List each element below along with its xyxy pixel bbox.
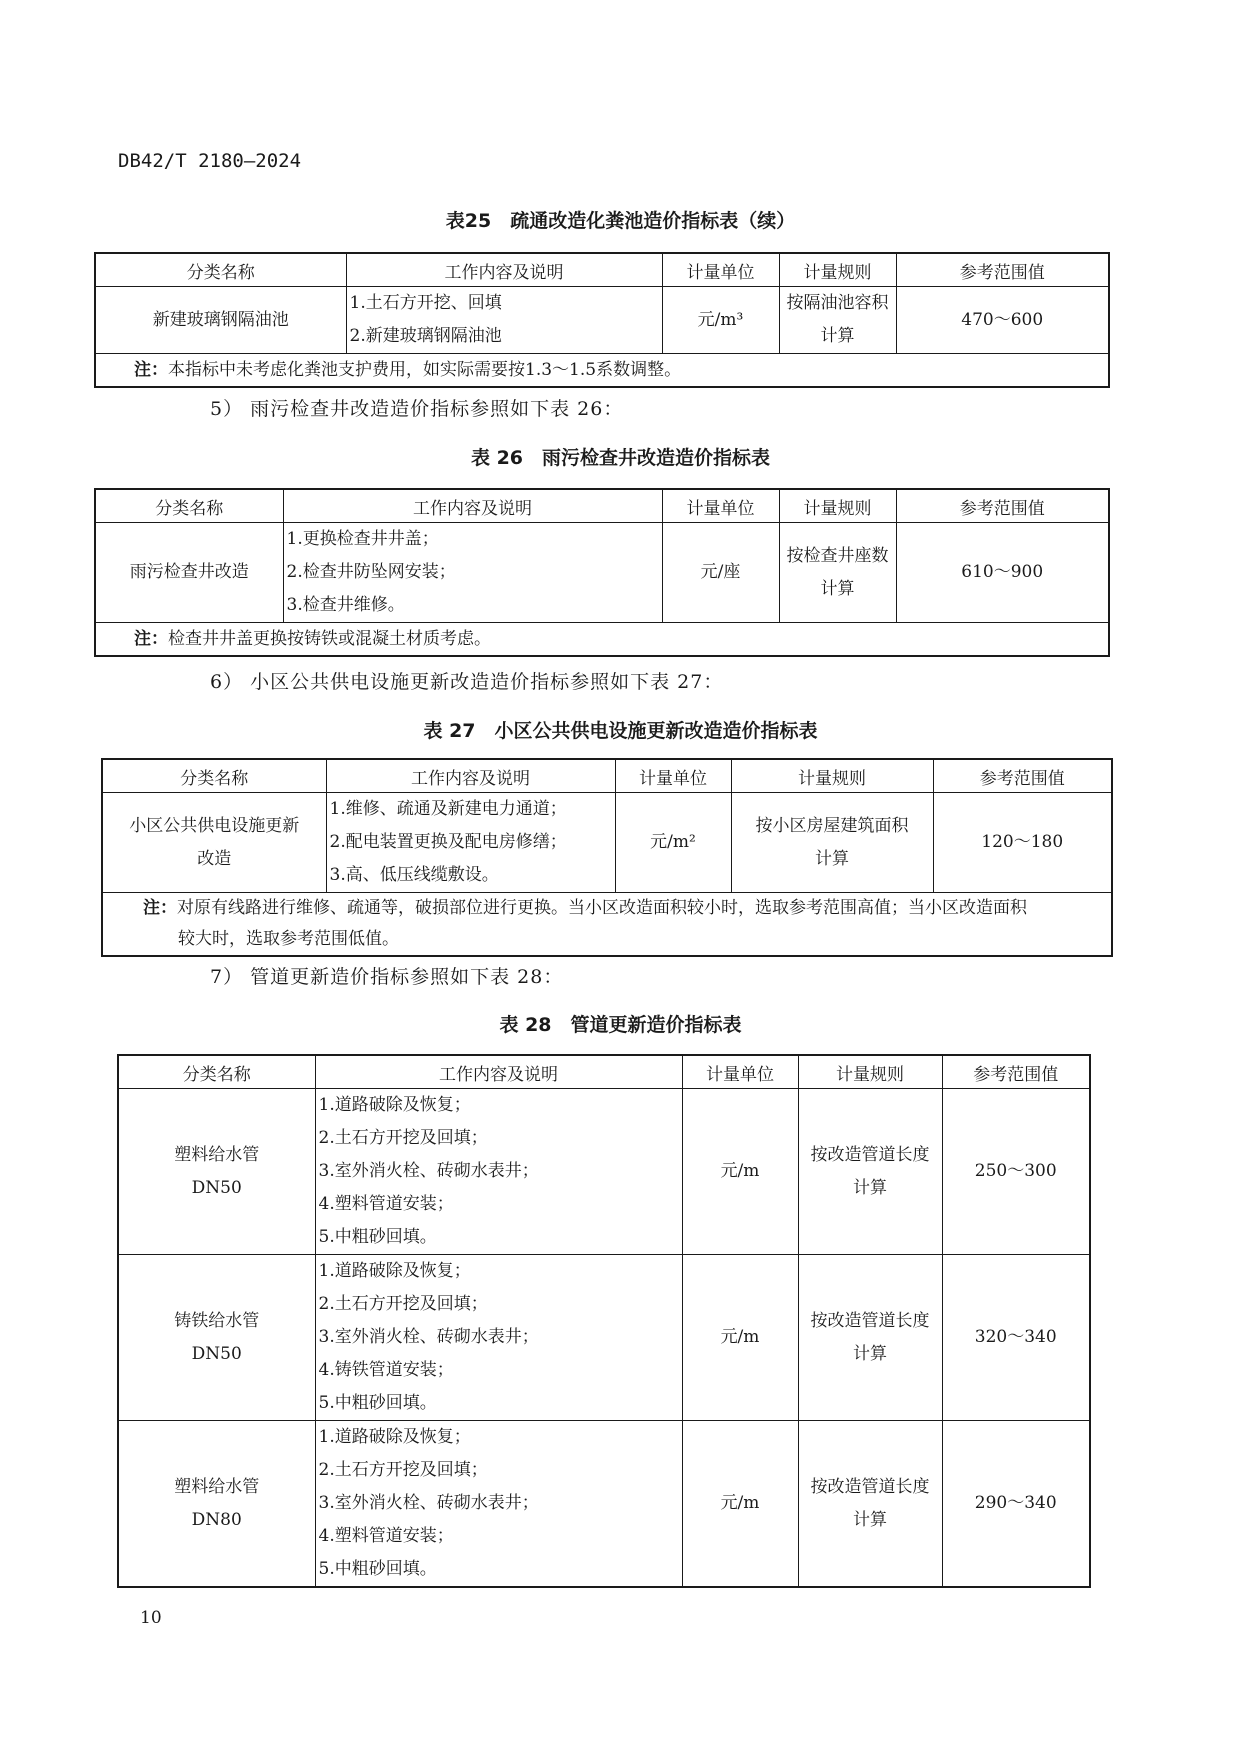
- table-row: [118, 1255, 1090, 1421]
- col-work: 工作内容及说明: [315, 1055, 682, 1089]
- cell-range: 290～340: [942, 1421, 1090, 1588]
- cell-unit: 元/座: [662, 523, 779, 623]
- table-note-row: [95, 354, 1109, 388]
- cell-unit: 元/m²: [615, 793, 731, 893]
- col-rule: 计量规则: [779, 253, 896, 287]
- table-header-row: [95, 253, 1109, 287]
- col-range: 参考范围值: [896, 489, 1109, 523]
- table-26-caption: 表 26 雨污检查井改造造价指标表: [470, 447, 771, 469]
- table-row: [118, 1089, 1090, 1255]
- cell-category: 雨污检查井改造: [95, 523, 283, 623]
- col-work: 工作内容及说明: [326, 759, 615, 793]
- cell-work: 1.维修、疏通及新建电力通道； 2.配电装置更换及配电房修缮； 3.高、低压线缆敷设。: [326, 793, 615, 893]
- cell-rule: 按改造管道长度 计算: [798, 1421, 942, 1588]
- table-note: 注：本指标中未考虑化粪池支护费用，如实际需要按1.3～1.5系数调整。: [95, 354, 1109, 388]
- col-unit: 计量单位: [662, 253, 779, 287]
- col-unit: 计量单位: [682, 1055, 798, 1089]
- page-number: 10: [140, 1608, 162, 1628]
- cell-work: 1.土石方开挖、回填 2.新建玻璃钢隔油池: [346, 287, 662, 354]
- col-category: 分类名称: [95, 253, 346, 287]
- cell-unit: 元/m: [682, 1421, 798, 1588]
- cell-unit: 元/m³: [662, 287, 779, 354]
- col-rule: 计量规则: [779, 489, 896, 523]
- col-rule: 计量规则: [731, 759, 933, 793]
- cell-work: 1.更换检查井井盖； 2.检查井防坠网安装； 3.检查井维修。: [283, 523, 662, 623]
- col-rule: 计量规则: [798, 1055, 942, 1089]
- cell-work: 1.道路破除及恢复； 2.土石方开挖及回填； 3.室外消火栓、砖砌水表井； 4.塑料管道安装； 5.中粗砂回填。: [315, 1421, 682, 1588]
- table-25: [94, 252, 1110, 388]
- table-28: [117, 1054, 1091, 1588]
- table-note-row: [95, 623, 1109, 657]
- cell-range: 470～600: [896, 287, 1109, 354]
- paragraph-7: 7） 管道更新造价指标参照如下表 28：: [210, 966, 564, 988]
- cell-range: 320～340: [942, 1255, 1090, 1421]
- cell-rule: 按改造管道长度 计算: [798, 1255, 942, 1421]
- table-25-caption: 表25 疏通改造化粪池造价指标表（续）: [445, 210, 796, 232]
- table-row: [95, 287, 1109, 354]
- cell-range: 610～900: [896, 523, 1109, 623]
- cell-work: 1.道路破除及恢复； 2.土石方开挖及回填； 3.室外消火栓、砖砌水表井； 4.塑料管道安装； 5.中粗砂回填。: [315, 1089, 682, 1255]
- cell-rule: 按改造管道长度 计算: [798, 1089, 942, 1255]
- cell-unit: 元/m: [682, 1089, 798, 1255]
- table-note: 注：对原有线路进行维修、疏通等，破损部位进行更换。当小区改造面积较小时，选取参考范围高值；当小区改造面积 较大时，选取参考范围低值。: [102, 893, 1112, 957]
- col-unit: 计量单位: [615, 759, 731, 793]
- cell-category: 塑料给水管 DN80: [118, 1421, 315, 1588]
- col-unit: 计量单位: [662, 489, 779, 523]
- table-header-row: [95, 489, 1109, 523]
- cell-rule: 按隔油池容积 计算: [779, 287, 896, 354]
- col-range: 参考范围值: [933, 759, 1112, 793]
- table-row: [102, 793, 1112, 893]
- table-26: [94, 488, 1110, 657]
- col-work: 工作内容及说明: [346, 253, 662, 287]
- col-range: 参考范围值: [942, 1055, 1090, 1089]
- cell-category: 新建玻璃钢隔油池: [95, 287, 346, 354]
- paragraph-5: 5） 雨污检查井改造造价指标参照如下表 26：: [210, 398, 624, 420]
- table-27-caption: 表 27 小区公共供电设施更新改造造价指标表: [423, 720, 818, 742]
- cell-rule: 按检查井座数 计算: [779, 523, 896, 623]
- table-note: 注：检查井井盖更换按铸铁或混凝土材质考虑。: [95, 623, 1109, 657]
- table-28-caption: 表 28 管道更新造价指标表: [499, 1014, 742, 1036]
- cell-category: 铸铁给水管 DN50: [118, 1255, 315, 1421]
- cell-work: 1.道路破除及恢复； 2.土石方开挖及回填； 3.室外消火栓、砖砌水表井； 4.铸铁管道安装； 5.中粗砂回填。: [315, 1255, 682, 1421]
- col-category: 分类名称: [95, 489, 283, 523]
- cell-range: 120～180: [933, 793, 1112, 893]
- col-category: 分类名称: [102, 759, 326, 793]
- col-work: 工作内容及说明: [283, 489, 662, 523]
- cell-category: 小区公共供电设施更新 改造: [102, 793, 326, 893]
- paragraph-6: 6） 小区公共供电设施更新改造造价指标参照如下表 27：: [210, 671, 724, 693]
- table-27: [101, 758, 1113, 957]
- cell-rule: 按小区房屋建筑面积 计算: [731, 793, 933, 893]
- table-row: [95, 523, 1109, 623]
- table-row: [118, 1421, 1090, 1588]
- cell-category: 塑料给水管 DN50: [118, 1089, 315, 1255]
- table-note-row: [102, 893, 1112, 957]
- cell-unit: 元/m: [682, 1255, 798, 1421]
- cell-range: 250～300: [942, 1089, 1090, 1255]
- col-range: 参考范围值: [896, 253, 1109, 287]
- col-category: 分类名称: [118, 1055, 315, 1089]
- table-header-row: [118, 1055, 1090, 1089]
- table-header-row: [102, 759, 1112, 793]
- document-id: DB42/T 2180—2024: [118, 150, 302, 172]
